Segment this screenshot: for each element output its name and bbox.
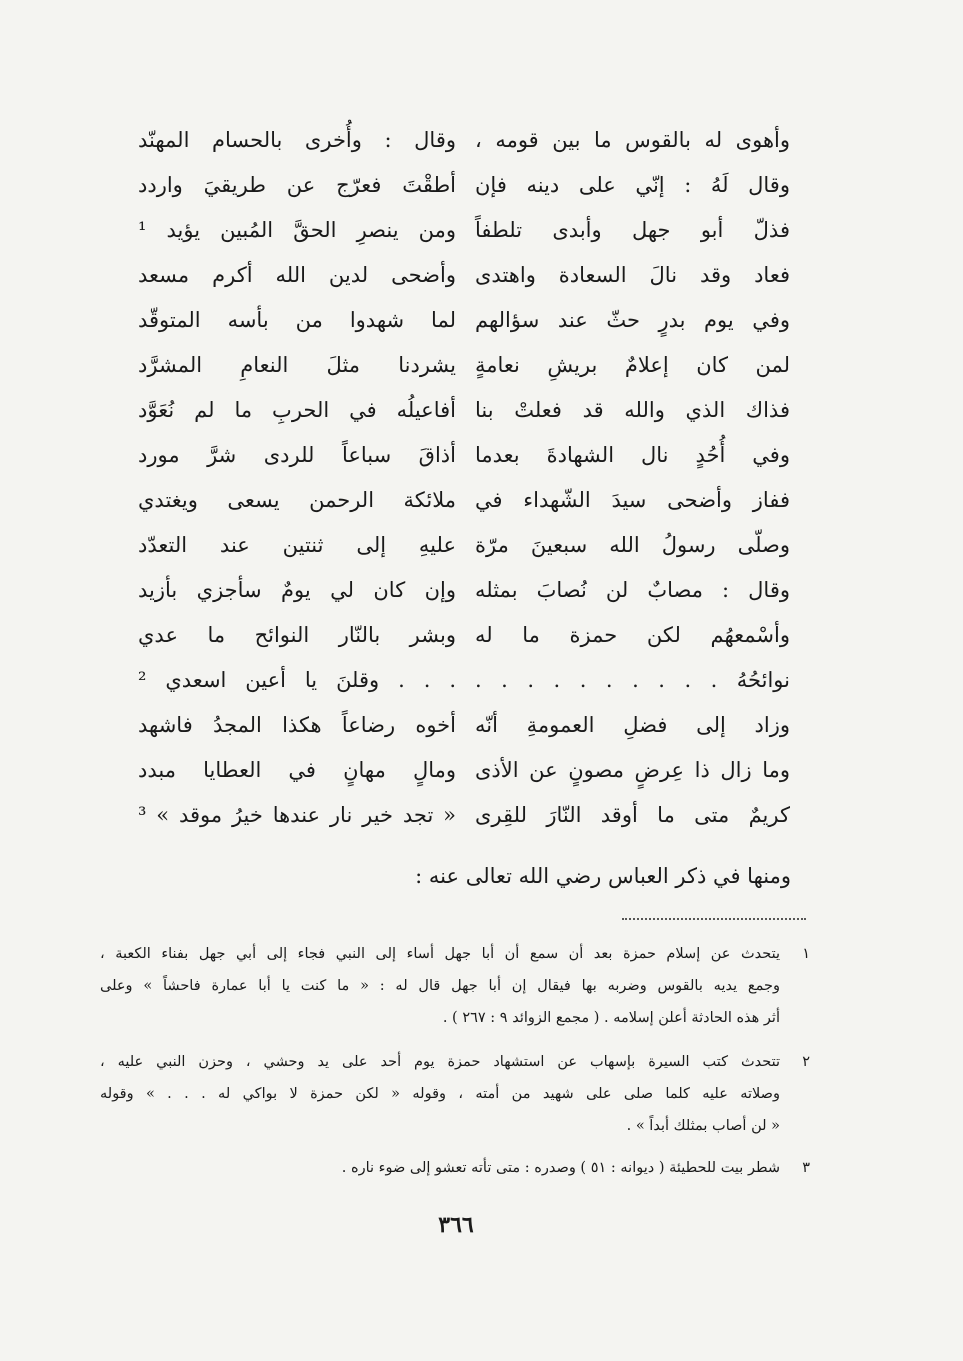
verse-second-hemistich: . . . وقلنَ يا أعين اسعدي ² [138, 668, 456, 692]
footnote-text: تتحدث كتب السيرة بإسهاب عن استشهاد حمزة يوم أحد على يد وحشي ، وحزن النبي عليه ، [100, 1054, 780, 1070]
page-number: ٣٦٦ [438, 1212, 474, 1238]
verse-second-hemistich: أذاقَ سباعاً للردى شرَّ مورد [138, 443, 456, 467]
footnote-separator [622, 918, 806, 920]
verse-second-hemistich: وأضحى لدين الله أكرم مسعد [138, 263, 456, 287]
footnote-line [100, 1046, 810, 1078]
footnote-line [100, 1110, 810, 1142]
footnote-text: أثر هذه الحادثة أعلن إسلامه . ( مجمع الزوائد ٩ : ٢٦٧ ) . [442, 1010, 780, 1026]
poem-verse [110, 433, 790, 478]
footnote-line [100, 1002, 810, 1034]
verse-first-hemistich: لمن كان إعلامٌ بريشِ نعامةٍ [475, 353, 790, 377]
verse-first-hemistich: كريمٌ متى ما أوقد النّارَ للقِرى [475, 803, 790, 827]
verse-second-hemistich: « تجد خير نار عندها خيرُ موقد » ³ [138, 803, 456, 827]
poem-verse [110, 388, 790, 433]
poem-verse [110, 568, 790, 613]
verse-second-hemistich: وإن كان لي يومٌ سأجزي بأزيد [138, 578, 456, 602]
poem-verse [110, 613, 790, 658]
verse-first-hemistich: وما زال ذا عِرضٍ مصونٍ عن الأذى [475, 758, 790, 782]
verse-first-hemistich: وأهوى له بالقوس ما بين قومه ، [475, 128, 790, 152]
poem-verse [110, 703, 790, 748]
poem-verse [110, 478, 790, 523]
verse-second-hemistich: وقال : وأُخرى بالحسام المهنّد [138, 128, 456, 152]
verse-second-hemistich: ومن ينصرِ الحقَّ المُبين يؤيد ¹ [138, 218, 456, 242]
verse-second-hemistich: لما شهدوا من بأسه المتوقّد [138, 308, 456, 332]
footnote-line [100, 970, 810, 1002]
footnote-number: ٢ [802, 1054, 810, 1070]
verse-second-hemistich: ومالٍ مهانٍ في العطايا مبدد [138, 758, 456, 782]
poem-verse [110, 208, 790, 253]
poem-verse [110, 298, 790, 343]
verse-first-hemistich: ففاز وأضحى سيدَ الشّهداء في [475, 488, 790, 512]
poem-verse [110, 343, 790, 388]
verse-first-hemistich: فذلّ أبو جهل وأبدى تلطفاً [475, 218, 790, 242]
poem-verse [110, 523, 790, 568]
footnote-line [100, 1078, 810, 1110]
verse-second-hemistich: وبشر بالنّار النوائح ما عدي [138, 623, 456, 647]
footnote-text: وجمع يديه بالقوس وضربه بها فيقال إن أبا جهل قال له : « ما كنت يا أبا عمارة فاحشاً » وعلى [100, 978, 780, 994]
verse-first-hemistich: وأسْمعهُم لكن حمزة ما له [475, 623, 790, 647]
verse-first-hemistich: وقال : مصابٌ لن نُصابَ بمثله [475, 578, 790, 602]
poem-verse [110, 118, 790, 163]
poem-block [110, 118, 790, 838]
verse-second-hemistich: عليهِ إلى ثنتين عند التعدّد [138, 533, 456, 557]
poem-verse [110, 253, 790, 298]
verse-first-hemistich: وفي أُحُدٍ نال الشهادةَ بعدما [475, 443, 790, 467]
poem-verse [110, 793, 790, 838]
poem-verse [110, 658, 790, 703]
footnote-text: « لن أصاب بمثلك أبداً » . [626, 1118, 780, 1134]
verse-first-hemistich: وفي يوم بدرٍ حثّ عند سؤالهم [475, 308, 790, 332]
verse-second-hemistich: أخوه رضاعاً هكذا المجدُ فاشهد [138, 713, 456, 737]
footnote-line [100, 1152, 810, 1184]
verse-second-hemistich: أفاعيلُه في الحربِ ما لم نُعَوَّد [138, 398, 456, 422]
footnote-line [100, 938, 810, 970]
verse-first-hemistich: وزاد إلى فضلِ العمومةِ أنّه [475, 713, 790, 737]
verse-second-hemistich: ملائكة الرحمن يسعى ويغتدي [138, 488, 456, 512]
verse-first-hemistich: وصلّى رسولُ الله سبعينَ مرّة [475, 533, 790, 557]
verse-second-hemistich: يشردنا مثلَ النعامِ المشرَّد [138, 353, 456, 377]
footnote-number: ٣ [802, 1160, 810, 1176]
verse-first-hemistich: وقال لَهُ : إنّي على دينه فإن [475, 173, 790, 197]
poem-verse [110, 748, 790, 793]
footnote-text: يتحدث عن إسلام حمزة بعد أن سمع أن أبا جهل أساء إلى النبي فجاء إلى أبي جهل بفناء الكعبة ، [100, 946, 780, 962]
section-intro: ومنها في ذكر العباس رضي الله تعالى عنه : [415, 864, 791, 888]
verse-first-hemistich: فذاك الذي والله قد فعلتْ بنا [475, 398, 790, 422]
footnote-text: وصلاته عليه كلما صلى على شهيد من أمته ، وقوله « لكن حمزة لا بواكي له . . . » وقوله [100, 1086, 780, 1102]
verse-first-hemistich: فعاد وقد نالَ السعادة واهتدى [475, 263, 790, 287]
footnote-number: ١ [802, 946, 810, 962]
footnote-text: شطر بيت للحطيئة ( ديوانه : ٥١ ) وصدره : متى تأته تعشو إلى ضوء ناره . [341, 1160, 780, 1176]
verse-first-hemistich: نوائحُهُ . . . . . . . . . . [475, 668, 790, 692]
poem-verse [110, 163, 790, 208]
verse-second-hemistich: أطقْتَ فعرّج عن طريقيَ واردد [138, 173, 456, 197]
